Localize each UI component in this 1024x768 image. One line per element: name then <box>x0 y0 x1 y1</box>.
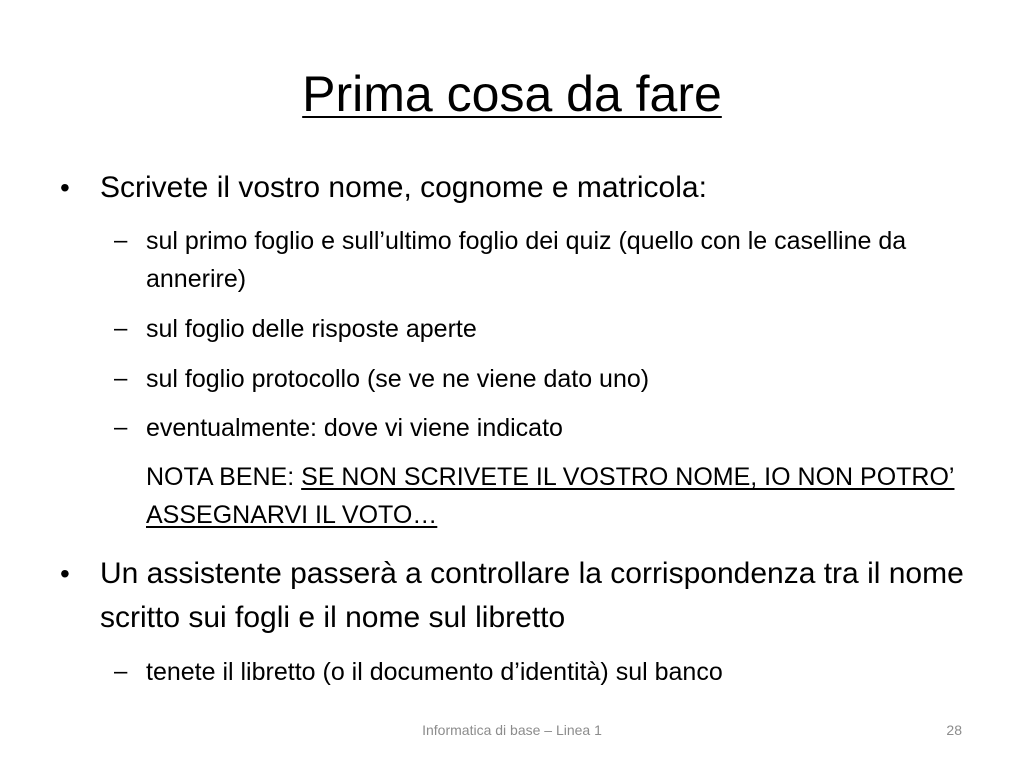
footer-page-number: 28 <box>946 722 962 738</box>
bullet-text: Un assistente passerà a controllare la corrispondenza tra il nome scritto sui fogli e il nome sul libretto <box>100 557 964 634</box>
footer-course: Informatica di base – Linea 1 <box>422 722 602 738</box>
sub-marker: – <box>114 414 128 441</box>
nota-bene-note <box>146 458 964 534</box>
note-emphasis: SE NON SCRIVETE IL VOSTRO NOME, IO NON POTRO’ ASSEGNARVI IL VOTO… <box>146 463 955 529</box>
bullet-text: Scrivete il vostro nome, cognome e matricola: <box>100 171 707 204</box>
slide-title: Prima cosa da fare <box>302 66 722 122</box>
sub-item-text: sul foglio delle risposte aperte <box>146 315 477 343</box>
bullet-marker: • <box>60 558 70 589</box>
bullet-marker: • <box>60 172 70 203</box>
sub-marker: – <box>114 658 128 685</box>
sub-item-text: eventualmente: dove vi viene indicato <box>146 414 563 442</box>
sub-marker: – <box>114 315 128 342</box>
sub-item-text: sul foglio protocollo (se ve ne viene dato uno) <box>146 365 650 393</box>
sub-item-text: tenete il libretto (o il documento d’identità) sul banco <box>146 658 723 686</box>
note-prefix: NOTA BENE: <box>146 463 302 491</box>
sub-marker: – <box>114 227 128 254</box>
sub-item-text: sul primo foglio e sull’ultimo foglio dei quiz (quello con le caselline da annerire) <box>146 227 907 293</box>
sub-marker: – <box>114 365 128 392</box>
